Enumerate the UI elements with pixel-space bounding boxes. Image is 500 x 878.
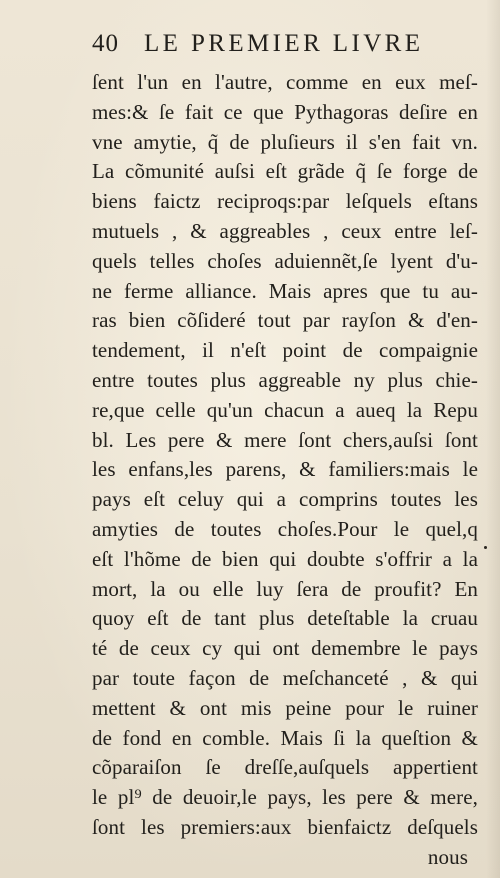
body-text xyxy=(92,68,478,873)
text-line: tendement, il n'eſt point de compaignie xyxy=(92,338,478,363)
text-line: entre toutes plus aggreable ny plus chie- xyxy=(92,367,478,392)
text-line: La cõmunité auſsi eſt grãde q̃ ſe forge de xyxy=(92,159,478,184)
text-line: ne ferme alliance. Mais apres que tu au- xyxy=(92,278,478,303)
margin-ink-mark xyxy=(484,546,487,549)
text-line: ſont les premiers:aux bienfaictz deſquels xyxy=(92,814,478,839)
page-header xyxy=(92,30,462,66)
text-line: le pl⁹ de deuoir,le pays, les pere & mere, xyxy=(92,785,478,810)
text-line: quoy eſt de tant plus deteſtable la cruau xyxy=(92,606,478,631)
text-line: amyties de toutes choſes.Pour le quel,q xyxy=(92,516,478,541)
text-line: de fond en comble. Mais ſi la queſtion & xyxy=(92,725,478,750)
text-line: mutuels , & aggreables , ceux entre leſ- xyxy=(92,218,478,243)
text-line: pays eſt celuy qui a comprins toutes les xyxy=(92,487,478,512)
text-line: les enfans,les parens, & familiers:mais le xyxy=(92,457,478,482)
text-line: bl. Les pere & mere ſont chers,auſsi ſont xyxy=(92,427,478,452)
text-line: mettent & ont mis peine pour le ruiner xyxy=(92,695,478,720)
text-line: eſt l'hõme de bien qui doubte s'offrir a la xyxy=(92,546,478,571)
text-line: par toute façon de meſchanceté , & qui xyxy=(92,665,478,690)
text-line: biens faictz reciproqs:par leſquels eſtans xyxy=(92,189,478,214)
catchword: nous xyxy=(427,844,468,869)
text-line: re,que celle qu'un chacun a aueq la Repu xyxy=(92,397,478,422)
text-line: ſent l'un en l'autre, comme en eux meſ- xyxy=(92,70,478,94)
text-line: quels telles choſes aduiennẽt,ſe lyent d'u- xyxy=(92,248,478,273)
running-head: LE PREMIER LIVRE xyxy=(144,30,424,57)
text-line: cõparaiſon ſe dreſſe,auſquels appertient xyxy=(92,755,478,780)
page-edge-shadow xyxy=(486,0,500,878)
text-line: mort, la ou elle luy ſera de proufit? En xyxy=(92,576,478,601)
text-line: té de ceux cy qui ont demembre le pays xyxy=(92,636,478,661)
text-line: mes:& ſe fait ce que Pythagoras deſire en xyxy=(92,99,478,124)
text-line: vne amytie, q̃ de pluſieurs il s'en fait vn. xyxy=(92,129,478,154)
text-line: ras bien cõſideré tout par rayſon & d'en- xyxy=(92,308,478,333)
page-number: 40 xyxy=(92,30,119,57)
